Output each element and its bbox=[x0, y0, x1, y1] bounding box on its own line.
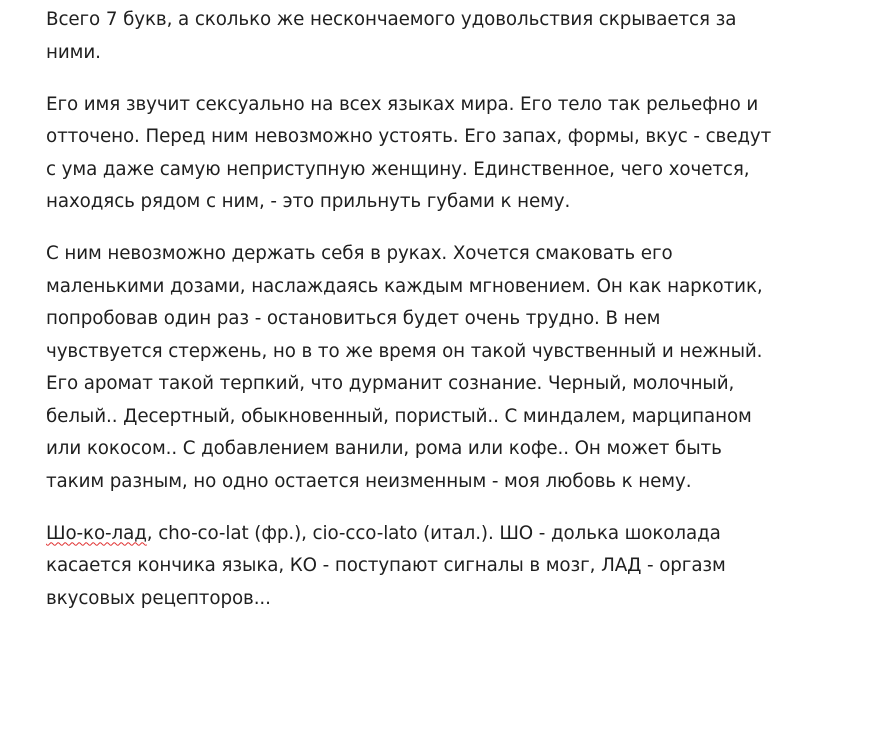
text-line: маленькими дозами, наслаждаясь каждым мгновением. Он как наркотик, bbox=[46, 275, 763, 297]
spellcheck-underlined-word[interactable]: Шо-ко-лад bbox=[46, 522, 147, 544]
text-line: чувствуется стержень, но в то же время он такой чувственный и нежный. bbox=[46, 340, 763, 362]
paragraph-etymology bbox=[46, 518, 866, 616]
text-line: попробовав один раз - остановиться будет очень трудно. В нем bbox=[46, 308, 661, 329]
text-line: касается кончика языка, КО - поступают сигналы в мозг, ЛАД - оргазм bbox=[46, 555, 726, 576]
text-line: таким разным, но одно остается неизменным - моя любовь к нему. bbox=[46, 470, 692, 492]
text-line: вкусовых рецепторов... bbox=[46, 587, 271, 609]
text-line: находясь рядом с ним, - это прильнуть губами к нему. bbox=[46, 191, 571, 212]
paragraph-name bbox=[46, 89, 866, 219]
paragraph-description bbox=[46, 238, 866, 498]
text-line: белый.. Десертный, обыкновенный, пористый.. С миндалем, марципаном bbox=[46, 405, 752, 427]
text-line: ними. bbox=[46, 41, 101, 63]
document-body bbox=[46, 4, 866, 635]
text-line: с ума даже самую неприступную женщину. Единственное, чего хочется, bbox=[46, 158, 750, 180]
text-fragment: , cho-co-lat (фр.), cio-cco-lato (итал.). ШО - долька шоколада bbox=[146, 522, 721, 544]
text-line bbox=[46, 518, 866, 551]
text-line: Его имя звучит сексуально на всех языках мира. Его тело так рельефно и bbox=[46, 93, 759, 115]
text-line: отточено. Перед ним невозможно устоять. Его запах, формы, вкус - сведут bbox=[46, 126, 772, 147]
paragraph-intro bbox=[46, 4, 866, 69]
text-line: или кокосом.. С добавлением ванили, рома или кофе.. Он может быть bbox=[46, 438, 722, 459]
text-line: Всего 7 букв, а сколько же нескончаемого удовольствия скрывается за bbox=[46, 9, 737, 30]
text-line: Его аромат такой терпкий, что дурманит сознание. Черный, молочный, bbox=[46, 373, 735, 394]
text-line: С ним невозможно держать себя в руках. Хочется смаковать его bbox=[46, 243, 673, 264]
